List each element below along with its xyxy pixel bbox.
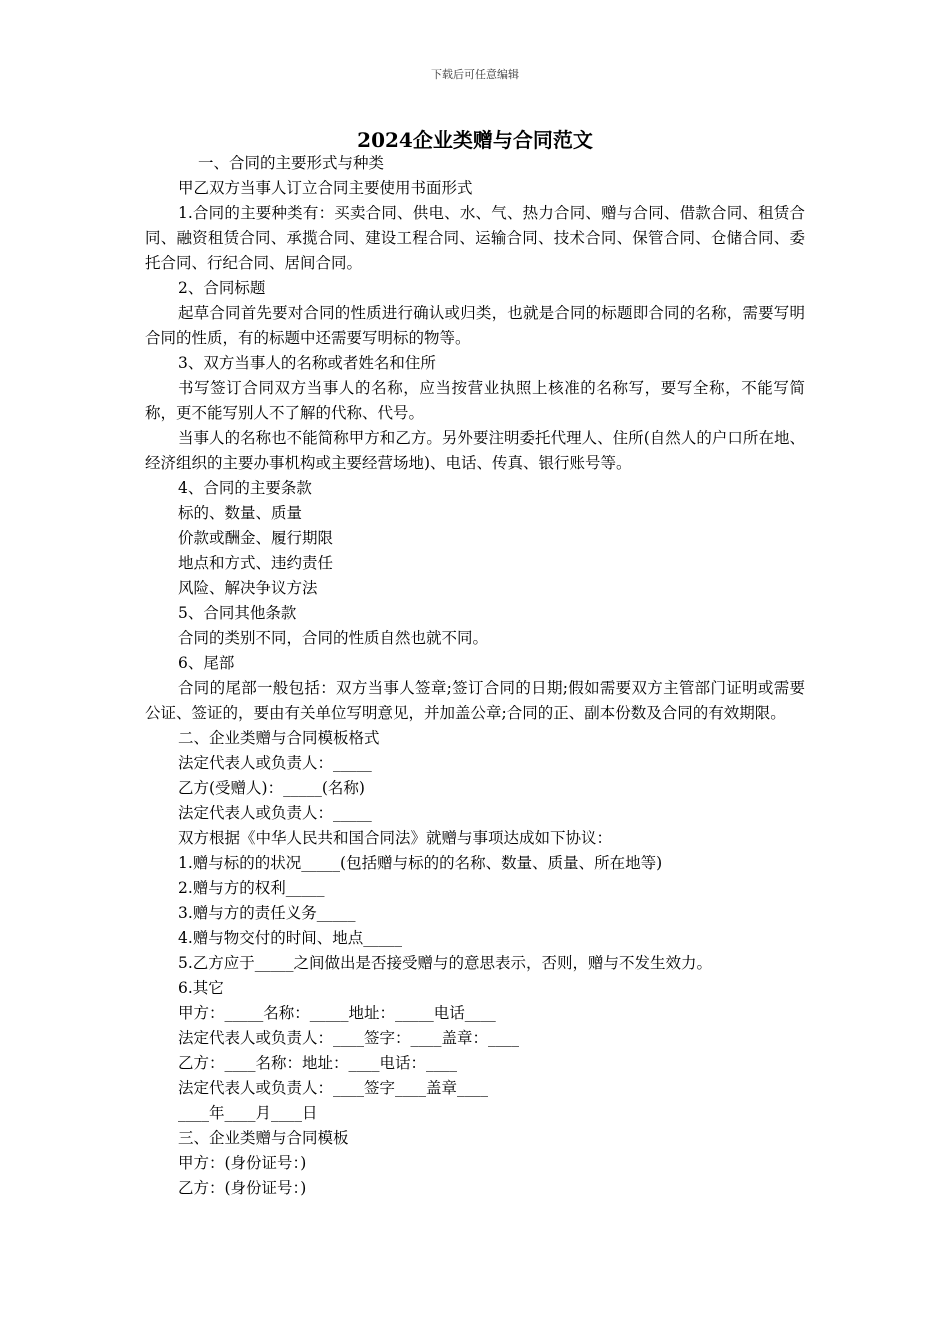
form-line: 法定代表人或负责人：_____ <box>178 804 372 822</box>
paragraph: 合同的类别不同，合同的性质自然也就不同。 <box>178 629 489 647</box>
party-line: 乙方：(身份证号：) <box>178 1179 307 1197</box>
section-heading: 二、企业类赠与合同模板格式 <box>178 729 380 747</box>
paragraph: 1.合同的主要种类有：买卖合同、供电、水、气、热力合同、赠与合同、借款合同、租赁合同、融资租赁合同、承揽合同、建设工程合同、运输合同、技术合同、保管合同、仓储合同、委托合同、行纪合同、居间合同。 <box>145 204 805 272</box>
clause: 4.赠与物交付的时间、地点_____ <box>178 929 403 947</box>
paragraph: 甲乙双方当事人订立合同主要使用书面形式 <box>178 179 473 197</box>
list-item: 标的、数量、质量 <box>178 504 303 522</box>
signature-line: 乙方：____名称：地址：____电话：____ <box>178 1054 458 1072</box>
section-heading: 三、企业类赠与合同模板 <box>178 1129 349 1147</box>
clause: 5.乙方应于_____之间做出是否接受赠与的意思表示，否则，赠与不发生效力。 <box>178 954 713 972</box>
clause: 1.赠与标的的状况_____(包括赠与标的的名称、数量、质量、所在地等) <box>178 854 663 872</box>
party-line: 甲方：(身份证号：) <box>178 1154 307 1172</box>
list-item: 地点和方式、违约责任 <box>178 554 334 572</box>
date-line: ____年____月____日 <box>178 1104 318 1122</box>
clause: 3.赠与方的责任义务_____ <box>178 904 356 922</box>
clause: 6.其它 <box>178 979 224 997</box>
form-line: 法定代表人或负责人：_____ <box>178 754 372 772</box>
paragraph: 起草合同首先要对合同的性质进行确认或归类，也就是合同的标题即合同的名称，需要写明合同的性质，有的标题中还需要写明标的物等。 <box>145 304 805 347</box>
form-line: 乙方(受赠人)：_____(名称) <box>178 779 365 797</box>
section-heading: 5、合同其他条款 <box>178 604 297 622</box>
section-heading: 4、合同的主要条款 <box>178 479 312 497</box>
section-heading: 一、合同的主要形式与种类 <box>198 154 385 172</box>
signature-line: 甲方：_____名称：_____地址：_____电话____ <box>178 1004 496 1022</box>
paragraph: 书写签订合同双方当事人的名称，应当按营业执照上核准的名称写，要写全称，不能写简称，更不能写别人不了解的代称、代号。 <box>145 379 805 422</box>
section-heading: 6、尾部 <box>178 654 235 672</box>
paragraph: 合同的尾部一般包括：双方当事人签章;签订合同的日期;假如需要双方主管部门证明或需要公证、签证的，要由有关单位写明意见，并加盖公章;合同的正、副本份数及合同的有效期限。 <box>145 679 805 722</box>
signature-line: 法定代表人或负责人：____签字____盖章____ <box>178 1079 489 1097</box>
document-title: 2024企业类赠与合同范文 <box>357 128 593 152</box>
document-body <box>145 151 805 1201</box>
paragraph: 当事人的名称也不能简称甲方和乙方。另外要注明委托代理人、住所(自然人的户口所在地、经济组织的主要办事机构或主要经营场地)、电话、传真、银行账号等。 <box>145 429 805 472</box>
clause: 2.赠与方的权利_____ <box>178 879 325 897</box>
section-heading: 2、合同标题 <box>178 279 266 297</box>
paragraph: 双方根据《中华人民共和国合同法》就赠与事项达成如下协议： <box>178 829 613 847</box>
list-item: 价款或酬金、履行期限 <box>178 529 334 547</box>
page-header: 下载后可任意编辑 <box>431 68 519 81</box>
section-heading: 3、双方当事人的名称或者姓名和住所 <box>178 354 436 372</box>
list-item: 风险、解决争议方法 <box>178 579 318 597</box>
signature-line: 法定代表人或负责人：____签字：____盖章：____ <box>178 1029 520 1047</box>
